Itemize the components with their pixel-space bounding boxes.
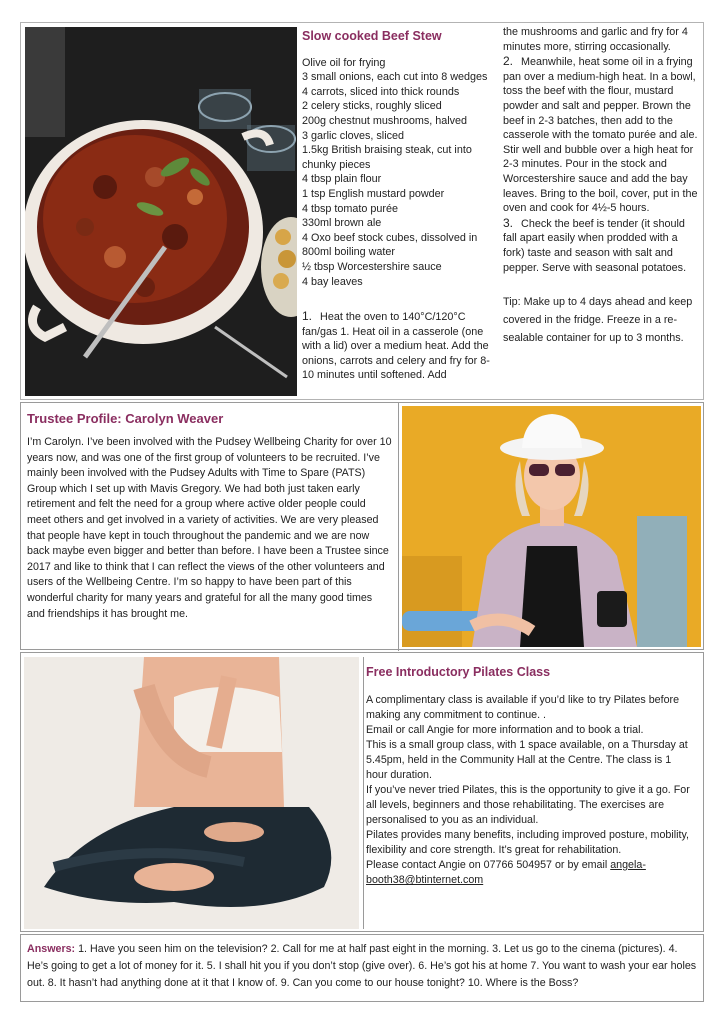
ingredient-item: 4 Oxo beef stock cubes, dissolved in 800ml boiling water [302, 231, 478, 259]
answers-label: Answers: [27, 943, 76, 955]
pilates-text-box [363, 657, 699, 929]
step-number: 3. [503, 215, 514, 230]
trustee-body: I’m Carolyn. I’ve been involved with the Pudsey Wellbeing Charity for over 10 years now, and was one of the first group of volunteers to be recruited. I’ve mainly been involved with the Pudsey Adults with Time to Spare (PATS) Group which I set up with Mavis Gregory. We had both just taken early retirement and felt the need for a group where active older people could meet others and get involved in a variety of activities. We are very pleased that people have kept in touch throughout the pandemic and we are now back maybe even bigger and better than before. I have been a Trustee since 2017 and like to think that I can reflect the views of the other volunteers and users of the Wellbeing Centre. I’m so happy to have been part of this wonderful charity for many years and grateful for all the many good times and friendships it has brought me. [27, 436, 392, 620]
answers-section [20, 934, 704, 1002]
ingredient-item: 1.5kg British braising steak, cut into chunky pieces [302, 144, 472, 171]
ingredient-item: 3 garlic cloves, sliced [302, 129, 405, 142]
ingredient-item: Olive oil for frying [302, 56, 386, 69]
pilates-paragraph: Pilates provides many benefits, including improved posture, mobility, flexibility and core strength. It’s great for rehabilitation. [366, 829, 689, 856]
ingredient-list [302, 56, 498, 290]
step-text: Check the beef is tender (it should fall apart easily when prodded with a fork) taste and season with salt and pepper. Serve with seasonal potatoes. [503, 217, 687, 274]
pilates-photo [24, 657, 359, 929]
ingredient-item: 3 small onions, each cut into 8 wedges [302, 71, 488, 84]
pilates-title: Free Introductory Pilates Class [366, 665, 551, 679]
ingredient-item: 1 tsp English mustard powder [302, 187, 445, 200]
pilates-illustration [24, 657, 359, 929]
answers-text [27, 941, 697, 992]
ingredient-item: 4 carrots, sliced into thick rounds [302, 85, 460, 98]
pilates-paragraph: A complimentary class is available if you’d like to try Pilates before making any commitment to continue. . [366, 694, 680, 721]
pilates-paragraph: If you’ve never tried Pilates, this is the opportunity to give it a go. For all levels, beginners and those rehabilitating. The exercises are personalised to you as an individual. [366, 784, 690, 826]
ingredient-item: 4 tbsp plain flour [302, 173, 382, 186]
pilates-body [366, 693, 695, 888]
pilates-paragraph: Email or call Angie for more information and to book a trial. [366, 724, 644, 736]
step-number: 1. [302, 309, 313, 324]
trustee-title: Trustee Profile: Carolyn Weaver [27, 411, 224, 426]
ingredient-item: 2 celery sticks, roughly sliced [302, 100, 442, 113]
newsletter-page [20, 22, 704, 1002]
ingredient-item: 4 tbsp tomato purée [302, 202, 399, 215]
ingredient-item: ½ tbsp Worcestershire sauce [302, 260, 442, 273]
trustee-profile-section [20, 402, 704, 650]
pilates-section [20, 652, 704, 932]
pilates-paragraph: This is a small group class, with 1 space available, on a Thursday at 5.45pm, held in the Community Hall at the Centre. The class is 1 hour duration. [366, 739, 688, 781]
recipe-column-1 [302, 29, 498, 383]
recipe-column-2 [503, 25, 699, 347]
pilates-contact [366, 858, 695, 888]
recipe-step-3 [503, 216, 699, 275]
beef-stew-photo [25, 27, 297, 396]
recipe-tip: Tip: Make up to 4 days ahead and keep covered in the fridge. Freeze in a re-sealable container for up to 3 months. [503, 296, 693, 345]
step-number: 2. [503, 54, 514, 69]
recipe-step-2 [503, 54, 699, 216]
ingredient-item: 200g chestnut mushrooms, halved [302, 114, 468, 127]
step-text: Heat the oven to 140°C/120°C fan/gas 1. Heat oil in a casserole (one with a lid) over a medium heat. Add the onions, carrots and celery and fry for 8-10 minutes until softened. Add [302, 311, 490, 382]
recipe-step-1 [302, 309, 498, 383]
trustee-text-box [21, 403, 399, 651]
email-link[interactable]: angela-booth38@btinternet.com [366, 859, 646, 886]
ingredient-item: 4 bay leaves [302, 275, 363, 288]
answers-list: 1. Have you seen him on the television? 2. Call for me at half past eight in the morning. 3. Let us go to the cinema (pictures). 4. He’s going to get a lot of money for it. 5. I shall hit you if you don’t stop (give over). 6. He’s got his at home 7. You want to wash your ear holes out. 8. It hasn’t had anything done at it that I know of. 9. Can you come to our house tonight? 10. Where is the Boss? [27, 943, 697, 989]
recipe-section [20, 22, 704, 400]
step-1-continued: the mushrooms and garlic and fry for 4 minutes more, stirring occasionally. [503, 26, 688, 53]
ingredient-item: 330ml brown ale [302, 217, 382, 230]
carolyn-weaver-photo [402, 406, 701, 647]
recipe-title: Slow cooked Beef Stew [302, 29, 442, 43]
portrait-illustration [402, 406, 701, 647]
step-text: Meanwhile, heat some oil in a frying pan over a medium-high heat. In a bowl, toss the beef with the flour, mustard powder and salt and pepper. Brown the beef in 2-3 batches, then add to the casserole with the tomato purée and ale. Stir well and bubble over a high heat for 2-3 minutes. Pour in the stock and Worcestershire sauce and add the bay leaves. Bring to the boil, cover, put in the oven and cook for 4½-5 hours. [503, 56, 698, 215]
contact-text: Please contact Angie on 07766 504957 or by email [366, 859, 611, 871]
beef-stew-illustration [25, 27, 297, 396]
